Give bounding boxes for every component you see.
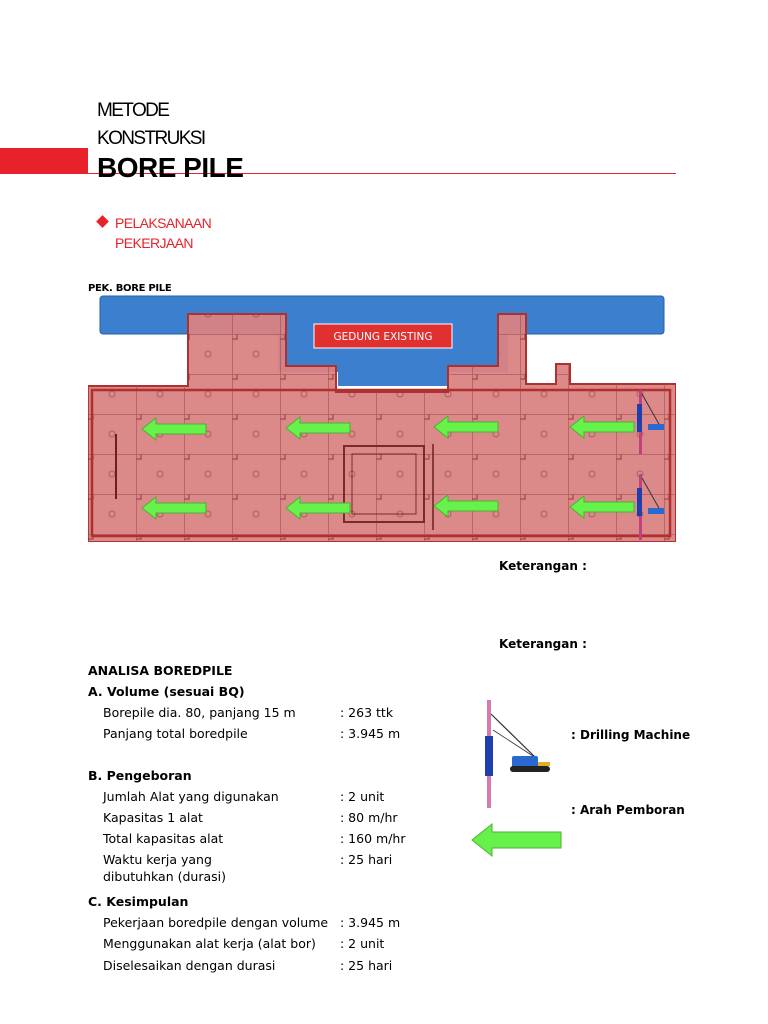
section-heading-line-2: PEKERJAAN [115, 235, 193, 251]
legend-heading-2: Keterangan : [499, 637, 587, 651]
arrow-left-legend-icon [470, 822, 564, 858]
title-line-2: KONSTRUKSI [97, 128, 205, 149]
drilling-machine-legend-icon [480, 700, 554, 810]
row-label: Pekerjaan boredpile dengan volume [103, 915, 329, 930]
row-label: Panjang total boredpile [103, 726, 248, 741]
row-label: Diselesaikan dengan durasi [103, 958, 276, 973]
legend-arah-pemboran: : Arah Pemboran [571, 803, 685, 817]
row-label: Waktu kerja yang [103, 852, 212, 867]
plan-caption: PEK. BORE PILE [88, 283, 172, 294]
row-value: : 160 m/hr [340, 831, 406, 846]
section-b-heading: B. Pengeboran [88, 768, 192, 783]
row-label: Borepile dia. 80, panjang 15 m [103, 705, 296, 720]
row-label: Total kapasitas alat [103, 831, 224, 846]
analysis-title: ANALISA BOREDPILE [88, 663, 233, 678]
row-value: : 263 ttk [340, 705, 394, 720]
section-a-heading: A. Volume (sesuai BQ) [88, 684, 245, 699]
title-line-1: METODE [97, 100, 169, 121]
row-value: : 25 hari [340, 958, 393, 973]
diamond-bullet-icon [96, 215, 109, 228]
row-value: : 3.945 m [340, 915, 401, 930]
row-label: Kapasitas 1 alat [103, 810, 203, 825]
existing-building-label [314, 324, 452, 348]
row-label: dibutuhkan (durasi) [103, 869, 226, 884]
section-c-heading: C. Kesimpulan [88, 894, 189, 909]
row-value: : 80 m/hr [340, 810, 398, 825]
accent-bar [0, 148, 88, 174]
row-value: : 25 hari [340, 852, 393, 867]
existing-building-text: GEDUNG EXISTING [333, 331, 433, 343]
row-value: : 2 unit [340, 936, 385, 951]
page-title: BORE PILE [97, 152, 244, 183]
row-label: Menggunakan alat kerja (alat bor) [103, 936, 316, 951]
legend-drilling-machine: : Drilling Machine [571, 728, 691, 742]
row-value: : 2 unit [340, 789, 385, 804]
legend-heading-1: Keterangan : [499, 559, 587, 573]
site-plan [88, 294, 676, 542]
section-heading-line-1: PELAKSANAAN [115, 215, 212, 231]
row-value: : 3.945 m [340, 726, 401, 741]
row-label: Jumlah Alat yang digunakan [103, 789, 279, 804]
section-heading [115, 213, 211, 253]
